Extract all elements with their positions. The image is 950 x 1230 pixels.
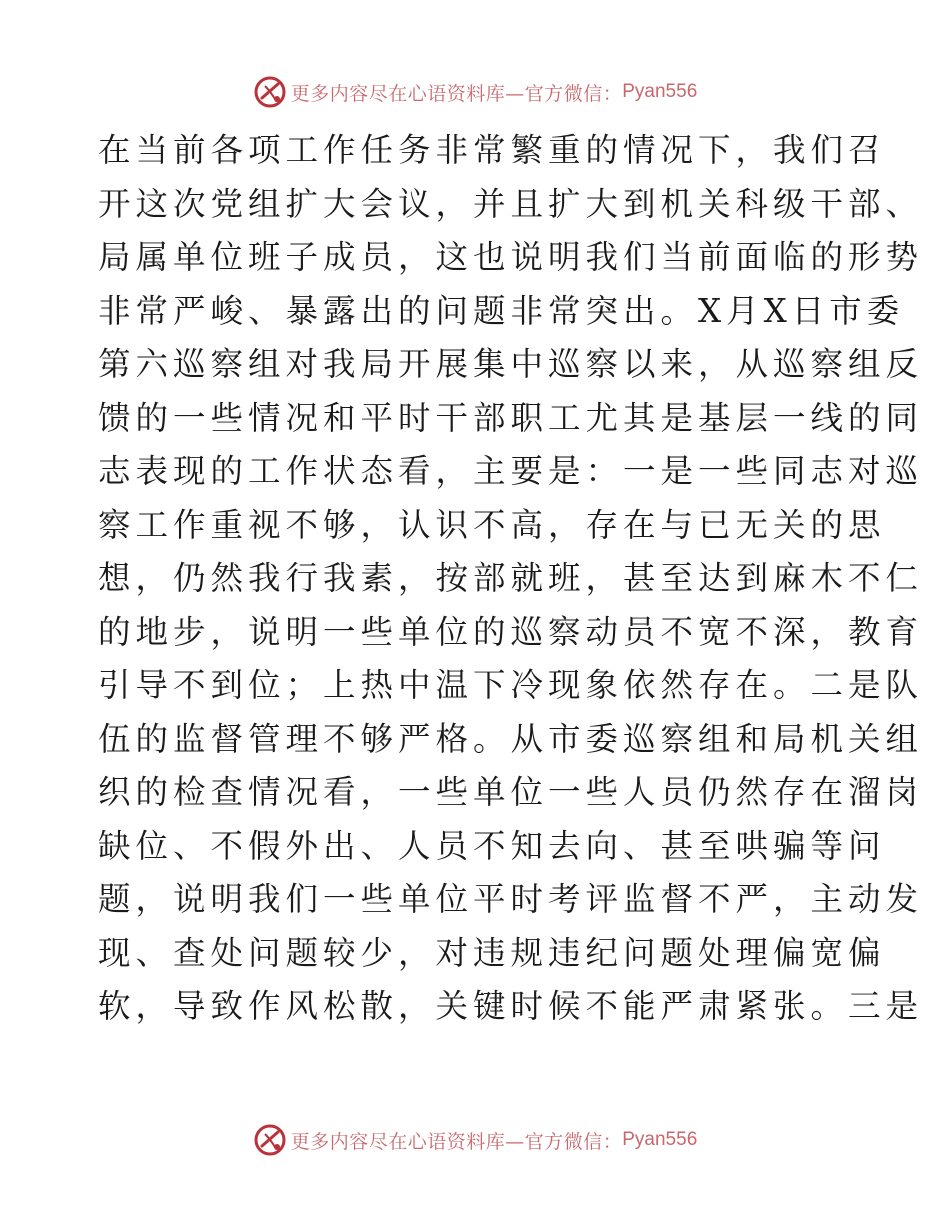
watermark-text: 更多内容尽在心语资料库—官方微信： bbox=[290, 82, 623, 105]
watermark-wechat-id: Pyan556 bbox=[622, 81, 698, 102]
text-line: 伍的监督管理不够严格。从市委巡察组和局机关组 bbox=[98, 719, 924, 758]
watermark-banner-top bbox=[0, 70, 950, 114]
text-line: 题，说明我们一些单位平时考评监督不严，主动发 bbox=[98, 880, 924, 918]
text-line: 的地步，说明一些单位的巡察动员不宽不深，教育 bbox=[98, 612, 924, 651]
document-body bbox=[98, 124, 924, 1034]
brand-logo-icon bbox=[253, 1123, 287, 1157]
text-line: 察工作重视不够，认识不高，存在与已无关的思 bbox=[98, 505, 886, 544]
text-line: 软，导致作风松散，关键时候不能严肃紧张。三是 bbox=[98, 987, 924, 1025]
text-line: 开这次党组扩大会议，并且扩大到机关科级干部、 bbox=[98, 184, 924, 223]
text-line: 想，仍然我行我素，按部就班，甚至达到麻木不仁 bbox=[98, 559, 924, 597]
text-line: 织的检查情况看，一些单位一些人员仍然存在溜岗 bbox=[98, 773, 924, 811]
text-line: 在当前各项工作任务非常繁重的情况下，我们召 bbox=[98, 131, 886, 169]
text-line: 志表现的工作状态看，主要是：一是一些同志对巡 bbox=[98, 452, 924, 490]
text-line: 馈的一些情况和平时干部职工尤其是基层一线的同 bbox=[98, 398, 924, 437]
watermark-text: 更多内容尽在心语资料库—官方微信： bbox=[290, 1130, 623, 1153]
text-line: 现、查处问题较少，对违规违纪问题处理偏宽偏 bbox=[98, 933, 886, 972]
brand-logo-icon bbox=[253, 75, 287, 109]
text-line: 局属单位班子成员，这也说明我们当前面临的形势 bbox=[98, 238, 924, 276]
watermark-banner-bottom bbox=[0, 1118, 950, 1162]
text-line: 缺位、不假外出、人员不知去向、甚至哄骗等问 bbox=[98, 826, 886, 865]
watermark-wechat-id: Pyan556 bbox=[622, 1129, 698, 1150]
text-line: 引导不到位；上热中温下冷现象依然存在。二是队 bbox=[98, 666, 924, 704]
text-line: 第六巡察组对我局开展集中巡察以来，从巡察组反 bbox=[98, 345, 924, 383]
text-line: 非常严峻、暴露出的问题非常突出。X月X日市委 bbox=[98, 291, 905, 330]
